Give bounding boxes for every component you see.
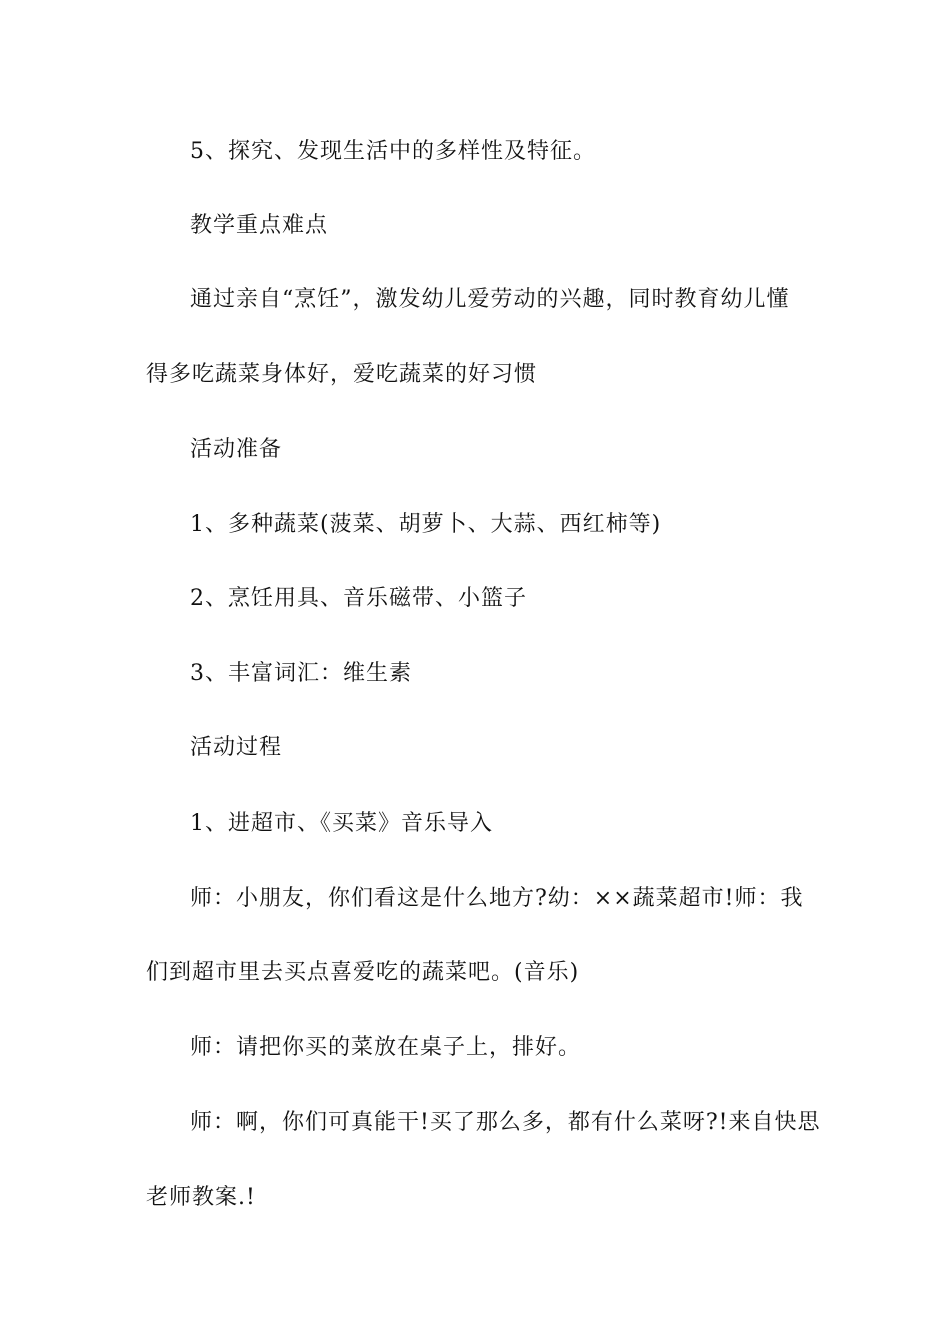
dialogue-line-1: 师：小朋友，你们看这是什么地方?幼：××蔬菜超市!师：我 (190, 886, 804, 911)
dialogue-line-4: 师：啊，你们可真能干!买了那么多，都有什么菜呀?!来自快思 (190, 1110, 821, 1135)
dialogue-line-2: 们到超市里去买点喜爱吃的蔬菜吧。(音乐) (146, 960, 580, 985)
heading-preparation: 活动准备 (190, 437, 283, 462)
paragraph-key-points-line-2: 得多吃蔬菜身体好，爱吃蔬菜的好习惯 (146, 362, 538, 387)
list-item-preparation-2: 2、烹饪用具、音乐磁带、小篮子 (190, 586, 527, 611)
paragraph-objective-5: 5、探究、发现生活中的多样性及特征。 (190, 139, 596, 164)
list-item-preparation-3: 3、丰富词汇：维生素 (190, 661, 412, 686)
paragraph-key-points-line-1: 通过亲自“烹饪”，激发幼儿爱劳动的兴趣，同时教育幼儿懂 (190, 287, 790, 312)
heading-process: 活动过程 (190, 735, 283, 760)
dialogue-line-5: 老师教案.! (146, 1185, 256, 1210)
list-item-process-1: 1、进超市、《买菜》音乐导入 (190, 811, 493, 836)
list-item-preparation-1: 1、多种蔬菜(菠菜、胡萝卜、大蒜、西红柿等) (190, 512, 662, 537)
dialogue-line-3: 师：请把你买的菜放在桌子上，排好。 (190, 1035, 582, 1060)
heading-key-points: 教学重点难点 (190, 213, 329, 238)
